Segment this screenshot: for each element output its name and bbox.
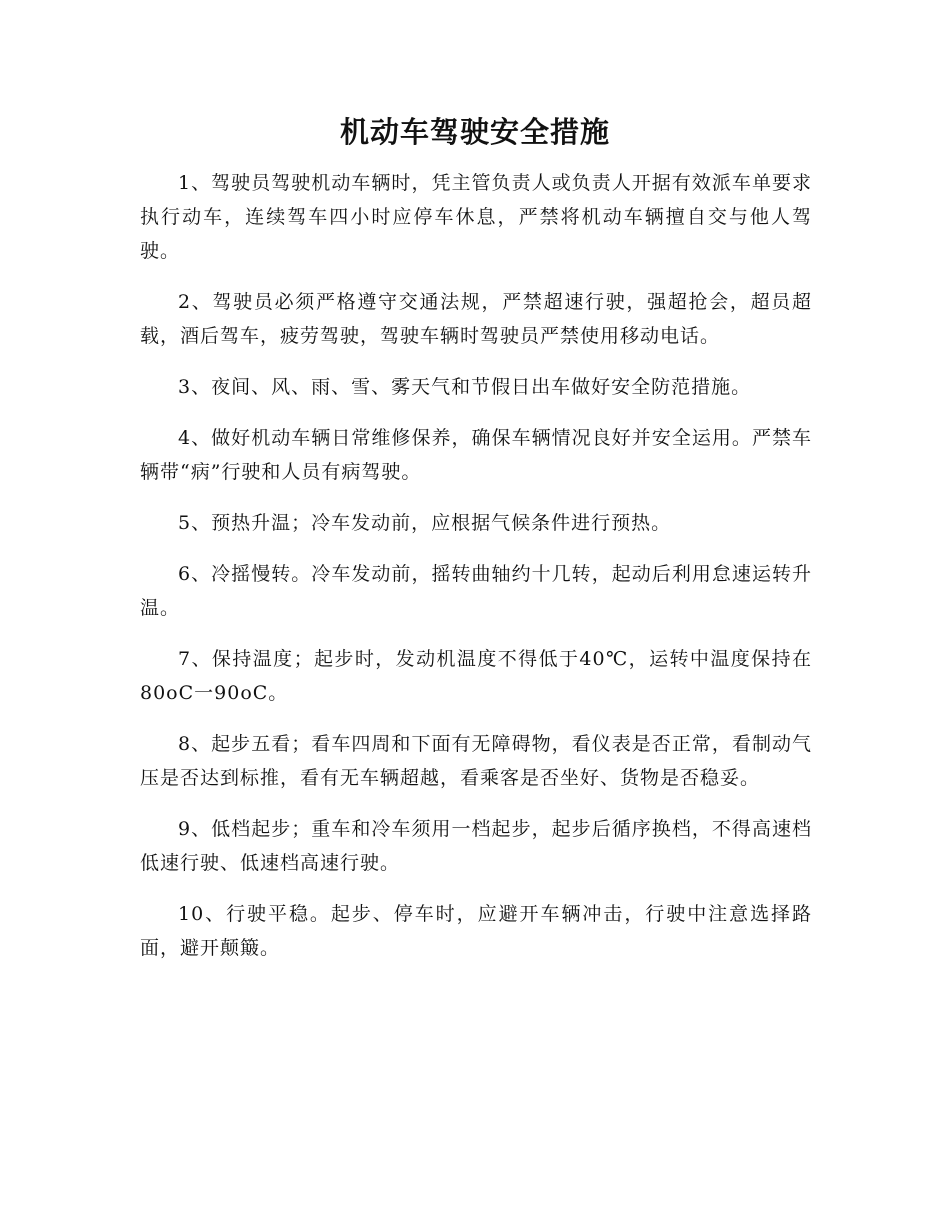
document-title: 机动车驾驶安全措施 [339, 115, 610, 149]
paragraph-4: 4、做好机动车辆日常维修保养，确保车辆情况良好并安全运用。严禁车辆带“病”行驶和人员有病驾驶。 [140, 427, 812, 483]
paragraph-1: 1、驾驶员驾驶机动车辆时，凭主管负责人或负责人开据有效派车单要求执行动车，连续驾车四小时应停车休息，严禁将机动车辆擅自交与他人驾驶。 [140, 172, 812, 262]
paragraph-9: 9、低档起步；重车和冷车须用一档起步，起步后循序换档，不得高速档低速行驶、低速档高速行驶。 [140, 818, 812, 874]
paragraph-8: 8、起步五看；看车四周和下面有无障碍物，看仪表是否正常，看制动气压是否达到标推，看有无车辆超越，看乘客是否坐好、货物是否稳妥。 [140, 733, 812, 789]
paragraph-6: 6、冷摇慢转。冷车发动前，摇转曲轴约十几转，起动后利用怠速运转升温。 [140, 563, 812, 619]
paragraph-2: 2、驾驶员必须严格遵守交通法规，严禁超速行驶，强超抢会，超员超载，酒后驾车，疲劳驾驶，驾驶车辆时驾驶员严禁使用移动电话。 [140, 291, 812, 347]
document-body [140, 166, 812, 982]
paragraph-10: 10、行驶平稳。起步、停车时，应避开车辆冲击，行驶中注意选择路面，避开颠簸。 [140, 903, 812, 959]
paragraph-3: 3、夜间、风、雨、雪、雾天气和节假日出车做好安全防范措施。 [178, 376, 752, 398]
paragraph-5: 5、预热升温；冷车发动前，应根据气候条件进行预热。 [178, 512, 672, 534]
paragraph-7: 7、保持温度；起步时，发动机温度不得低于40℃，运转中温度保持在80oC一90oC。 [140, 648, 812, 704]
